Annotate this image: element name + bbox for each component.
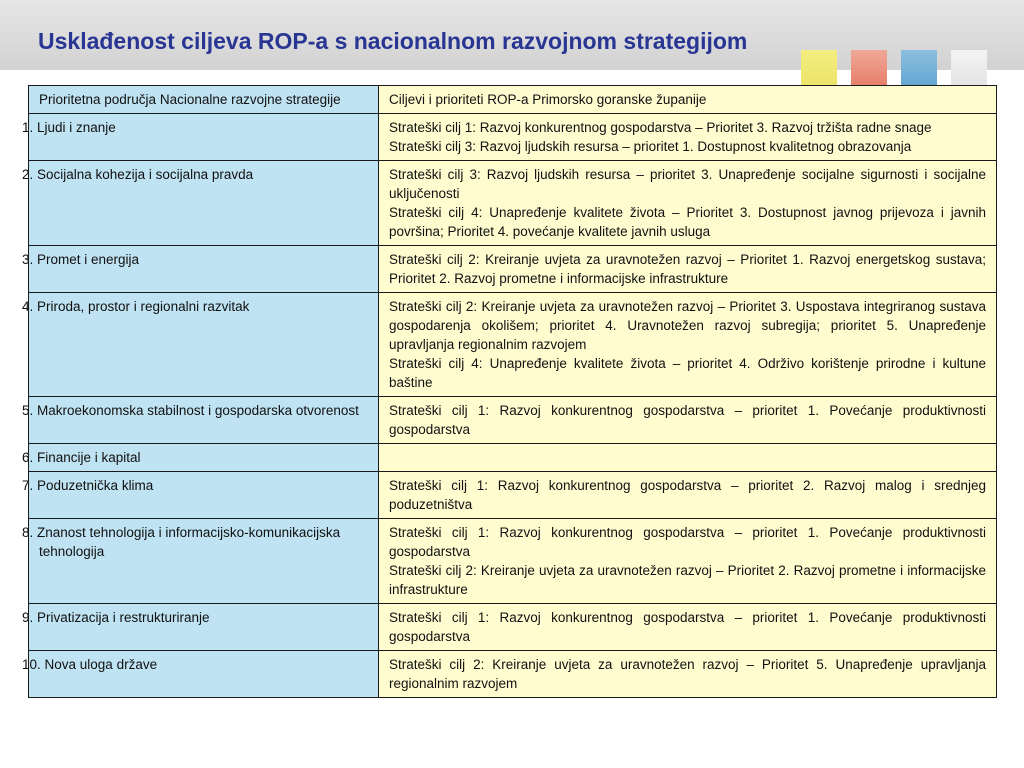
slide-title: Usklađenost ciljeva ROP-a s nacionalnom razvojnom strategijom [38,28,748,54]
table-row [29,161,997,246]
rop-objectives-cell [379,161,997,246]
table-row [29,114,997,161]
rop-objectives-cell [379,293,997,397]
national-priority-area: 10. Nova uloga države [29,651,379,698]
national-priority-area: 7. Poduzetnička klima [29,472,379,519]
table-header-row [29,86,997,114]
header-national-priority-areas: Prioritetna područja Nacionalne razvojne strategije [29,86,379,114]
rop-objective: Strateški cilj 2: Kreiranje uvjeta za uravnotežen razvoj – Prioritet 5. Unapređenje upravljanja regionalnim razvojem [389,657,986,691]
table-row [29,519,997,604]
rop-objective: Strateški cilj 2: Kreiranje uvjeta za uravnotežen razvoj – Prioritet 3. Uspostava integriranog sustava gospodarenja okolišem; prioritet 4. Uravnotežen razvoj subregija; prioritet 5. Unapređenje upravljanja regionalnim razvojem [389,299,986,352]
rop-objectives-cell [379,114,997,161]
rop-objectives-cell [379,444,997,472]
national-priority-area: 6. Financije i kapital [29,444,379,472]
national-priority-area: 9. Privatizacija i restrukturiranje [29,604,379,651]
national-priority-area: 5. Makroekonomska stabilnost i gospodarska otvorenost [29,397,379,444]
rop-objective: Strateški cilj 1: Razvoj konkurentnog gospodarstva – prioritet 2. Razvoj malog i srednjeg poduzetništva [389,478,986,512]
rop-objective: Strateški cilj 3: Razvoj ljudskih resursa – prioritet 1. Dostupnost kvalitetnog obrazovanja [389,139,912,154]
rop-objective: Strateški cilj 4: Unapređenje kvalitete života – prioritet 4. Održivo korištenje prirodne i kultune baštine [389,356,986,390]
national-priority-area: 3. Promet i energija [29,246,379,293]
table-row [29,397,997,444]
rop-objective: Strateški cilj 3: Razvoj ljudskih resursa – prioritet 3. Unapređenje socijalne sigurnosti i socijalne uključenosti [389,167,986,201]
rop-objectives-cell [379,397,997,444]
decorative-square-red [851,50,887,86]
rop-objective: Strateški cilj 1: Razvoj konkurentnog gospodarstva – prioritet 1. Povećanje produktivnosti gospodarstva [389,403,986,437]
rop-objective: Strateški cilj 4: Unapređenje kvalitete života – Prioritet 3. Dostupnost javnog prijevoza i javnih površina; Prioritet 4. povećanje kvalitete javnih usluga [389,205,986,239]
rop-objective: Strateški cilj 1: Razvoj konkurentnog gospodarstva – Prioritet 3. Razvoj tržišta radne snage [389,120,932,135]
rop-objectives-cell [379,651,997,698]
rop-objectives-cell [379,472,997,519]
rop-objectives-cell [379,604,997,651]
table-row [29,651,997,698]
rop-objective: Strateški cilj 2: Kreiranje uvjeta za uravnotežen razvoj – Prioritet 1. Razvoj energetskog sustava; Prioritet 2. Razvoj prometne i informacijske infrastrukture [389,252,986,286]
rop-objectives-cell [379,519,997,604]
table-row [29,293,997,397]
national-priority-area: 2. Socijalna kohezija i socijalna pravda [29,161,379,246]
decorative-square-yellow [801,50,837,86]
table-body [22,86,997,698]
header-rop-objectives: Ciljevi i prioriteti ROP-a Primorsko goranske županije [379,86,997,114]
table-row [29,246,997,293]
national-priority-area: 8. Znanost tehnologija i informacijsko-komunikacijska tehnologija [29,519,379,604]
decorative-square-blue [901,50,937,86]
national-priority-area: 1. Ljudi i znanje [29,114,379,161]
table-row [29,472,997,519]
decorative-square-gray [951,50,987,86]
table-row [29,604,997,651]
rop-objective: Strateški cilj 2: Kreiranje uvjeta za uravnotežen razvoj – Prioritet 2. Razvoj prometne i informacijske infrastrukture [389,563,986,597]
rop-objectives-cell [379,246,997,293]
national-priority-area: 4. Priroda, prostor i regionalni razvitak [29,293,379,397]
alignment-table [22,85,997,698]
rop-objective: Strateški cilj 1: Razvoj konkurentnog gospodarstva – prioritet 1. Povećanje produktivnosti gospodarstva [389,525,986,559]
table-row [29,444,997,472]
rop-objective: Strateški cilj 1: Razvoj konkurentnog gospodarstva – prioritet 1. Povećanje produktivnosti gospodarstva [389,610,986,644]
